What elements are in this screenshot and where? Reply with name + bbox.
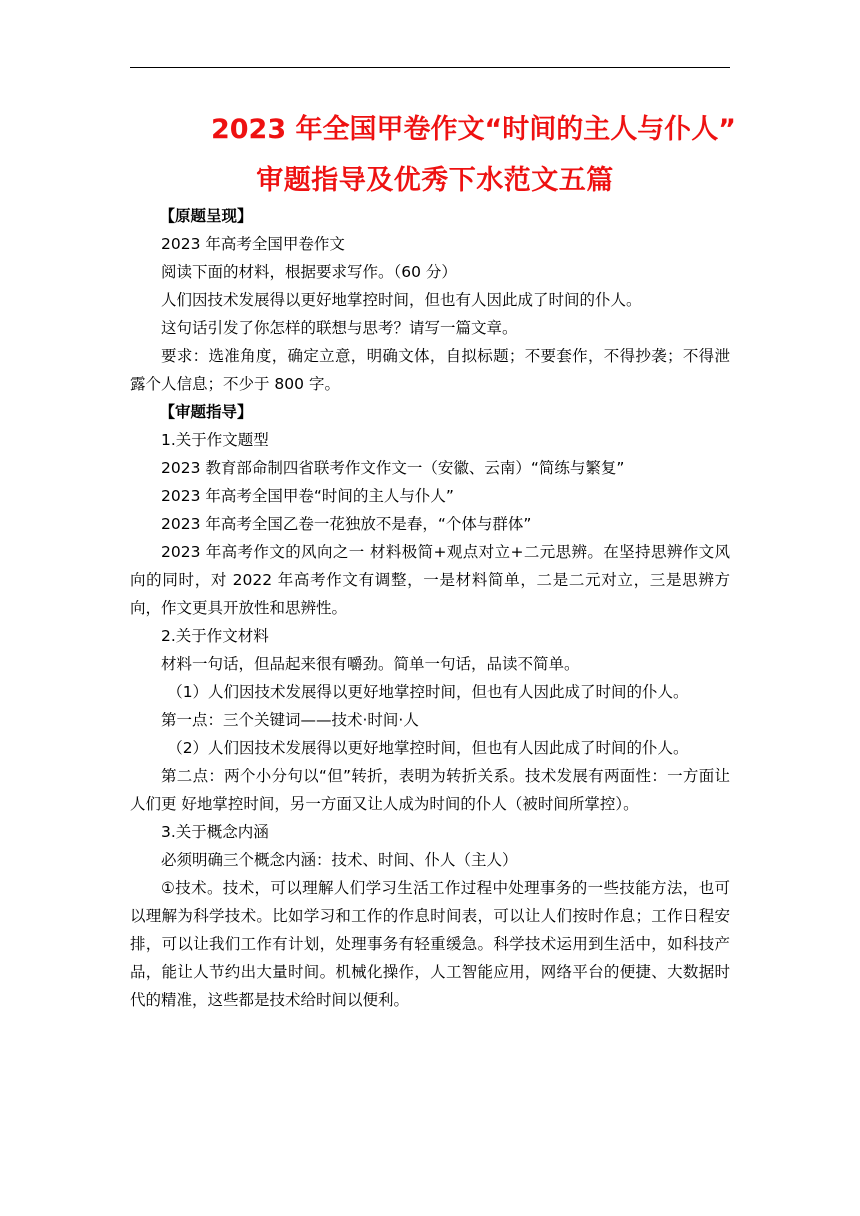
paragraph: 必须明确三个概念内涵：技术、时间、仆人（主人） <box>161 851 518 869</box>
document-title-line-2: 审题指导及优秀下水范文五篇 <box>256 165 614 196</box>
paragraph: （1）人们因技术发展得以更好地掌控时间，但也有人因此成了时间的仆人。 <box>167 683 689 701</box>
document-body <box>130 202 730 1014</box>
paragraph: 第一点：三个关键词——技术·时间·人 <box>161 711 419 729</box>
paragraph: 2.关于作文材料 <box>161 627 269 645</box>
paragraph: 第二点：两个小分句以“但”转折，表明为转折关系。技术发展有两面性：一方面让人们更 好地掌控时间，另一方面又让人成为时间的仆人（被时间所掌控）。 <box>130 767 730 813</box>
paragraph: （2）人们因技术发展得以更好地掌控时间，但也有人因此成了时间的仆人。 <box>167 739 689 757</box>
paragraph: 人们因技术发展得以更好地掌控时间，但也有人因此成了时间的仆人。 <box>161 291 642 309</box>
paragraph: 要求：选准角度，确定立意，明确文体，自拟标题；不要套作，不得抄袭；不得泄露个人信息；不少于 800 字。 <box>130 347 730 393</box>
paragraph: 材料一句话，但品起来很有嚼劲。简单一句话，品读不简单。 <box>161 655 580 673</box>
paragraph: ①技术。技术，可以理解人们学习生活工作过程中处理事务的一些技能方法，也可以理解为科学技术。比如学习和工作的作息时间表，可以让人们按时作息；工作日程安排，可以让我们工作有计划，处理事务有轻重缓急。科学技术运用到生活中，如科技产品，能让人节约出大量时间。机械化操作，人工智能应用，网络平台的便捷、大数据时代的精准，这些都是技术给时间以便利。 <box>130 879 730 1009</box>
paragraph: 2023 年高考作文的风向之一 材料极简+观点对立+二元思辨。在坚持思辨作文风向的同时，对 2022 年高考作文有调整，一是材料简单，二是二元对立，三是思辨方向，作文更具开放性和思辨性。 <box>130 543 730 617</box>
header-rule <box>130 67 730 68</box>
paragraph: 3.关于概念内涵 <box>161 823 269 841</box>
paragraph: 这句话引发了你怎样的联想与思考？请写一篇文章。 <box>161 319 518 337</box>
paragraph: 2023 年高考全国甲卷“时间的主人与仆人” <box>161 487 454 505</box>
paragraph: 1.关于作文题型 <box>161 431 269 449</box>
section-heading-original-prompt: 【原题呈现】 <box>159 207 253 225</box>
paragraph: 阅读下面的材料，根据要求写作。（60 分） <box>161 263 457 281</box>
paragraph: 2023 教育部命制四省联考作文作文一（安徽、云南）“简练与繁复” <box>161 459 625 477</box>
paragraph: 2023 年高考全国甲卷作文 <box>161 235 345 253</box>
paragraph: 2023 年高考全国乙卷一花独放不是春，“个体与群体” <box>161 515 532 533</box>
section-heading-guidance: 【审题指导】 <box>159 403 253 421</box>
document-title-line-1: 2023 年全国甲卷作文“时间的主人与仆人” <box>210 114 736 145</box>
